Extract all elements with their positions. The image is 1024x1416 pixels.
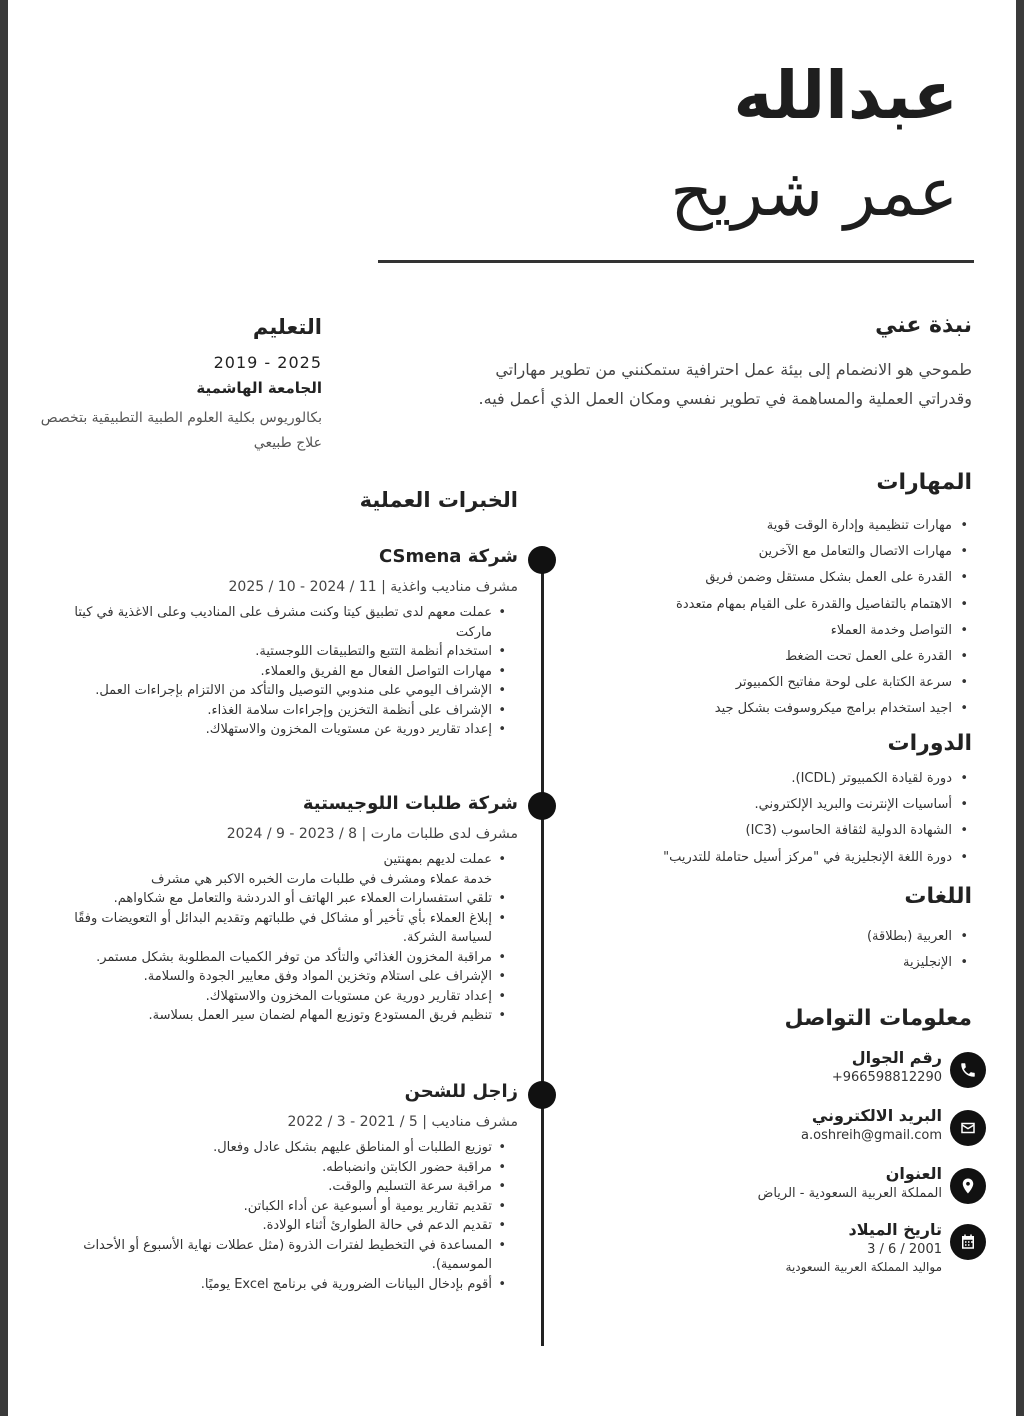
job-duties: [48, 1138, 518, 1294]
list-item: خدمة عملاء ومشرف في طلبات مارت الخبره الاكبر هي مشرف: [151, 871, 492, 887]
education-heading: التعليم: [252, 315, 322, 339]
list-item: • دورة اللغة الإنجليزية في "مركز أسيل حتاملة للتدريب": [452, 845, 952, 871]
job-company: زاجل للشحن: [404, 1081, 518, 1102]
list-item: • إعداد تقارير دورية عن مستويات المخزون والاستهلاك.: [48, 720, 492, 740]
experience-heading: الخبرات العملية: [359, 488, 518, 512]
list-item: • تنظيم فريق المستودع وتوزيع المهام لضمان سير العمل بسلاسة.: [48, 1006, 492, 1026]
list-item: • استخدام أنظمة التتبع والتطبيقات اللوجستية.: [48, 642, 492, 662]
list-item: • الإشراف على أنظمة التخزين وإجراءات سلامة الغذاء.: [48, 701, 492, 721]
courses-list: [452, 766, 972, 871]
birth-date: 3 / 6 / 2001: [867, 1242, 942, 1257]
list-item: • الإشراف اليومي على مندوبي التوصيل والتأكد من الالتزام بإجراءات العمل.: [48, 681, 492, 701]
first-name: عبدالله: [733, 57, 958, 134]
list-item: • مهارات التواصل الفعال مع الفريق والعملاء.: [48, 662, 492, 682]
contact-phone: [726, 1048, 986, 1104]
email-value[interactable]: a.oshreih@gmail.com: [801, 1128, 942, 1143]
contact-address: [726, 1164, 986, 1220]
list-item: • أقوم بإدخال البيانات الضرورية في برنامج Excel يوميًا.: [48, 1275, 492, 1295]
list-item: • تقديم تقارير يومية أو أسبوعية عن أداء الكباتن.: [48, 1197, 492, 1217]
list-item: • الاهتمام بالتفاصيل والقدرة على القيام بمهام متعددة: [452, 592, 952, 618]
job-subtitle: مشرف مناديب واغذية | 11 / 2024 - 10 / 2025: [228, 579, 518, 595]
job-subtitle: مشرف مناديب | 5 / 2021 - 3 / 2022: [287, 1114, 518, 1130]
phone-icon: [950, 1052, 986, 1088]
header-divider: [378, 260, 974, 263]
list-item: • توزيع الطلبات أو المناطق عليهم بشكل عادل وفعال.: [48, 1138, 492, 1158]
job-duties: [48, 850, 518, 1026]
contact-email: [726, 1106, 986, 1162]
list-item: • عملت معهم لدى تطبيق كيتا وكنت مشرف على المناديب وعلى الاغذية في كيتا ماركت: [48, 603, 492, 642]
phone-value[interactable]: +966598812290: [831, 1070, 942, 1085]
calendar-icon: [950, 1224, 986, 1260]
email-label: البريد الالكتروني: [811, 1106, 942, 1125]
list-item: • مراقبة سرعة التسليم والوقت.: [48, 1177, 492, 1197]
list-item: • مهارات تنظيمية وإدارة الوقت قوية: [452, 513, 952, 539]
list-item: • مراقبة حضور الكابتن وانضباطه.: [48, 1158, 492, 1178]
resume-page: [8, 0, 1016, 1416]
timeline-dot: [528, 792, 556, 820]
skills-heading: المهارات: [876, 470, 972, 495]
list-item: • اجيد استخدام برامج ميكروسوفت بشكل جيد: [452, 696, 952, 722]
list-item: • أساسيات الإنترنت والبريد الإلكتروني.: [452, 792, 952, 818]
timeline-dot: [528, 1081, 556, 1109]
list-item: • إعداد تقارير دورية عن مستويات المخزون والاستهلاك.: [48, 987, 492, 1007]
last-name: عمر شريح: [670, 154, 958, 231]
list-item: • القدرة على العمل بشكل مستقل وضمن فريق: [452, 565, 952, 591]
job-entry: [48, 1081, 518, 1294]
list-item: • الشهادة الدولية لثقافة الحاسوب (IC3): [452, 818, 952, 844]
birth-label: تاريخ الميلاد: [848, 1220, 942, 1239]
job-company: شركة CSmena: [379, 546, 518, 567]
email-icon: [950, 1110, 986, 1146]
list-item: • العربية (بطلاقة): [452, 924, 952, 950]
education-university: الجامعة الهاشمية: [196, 379, 322, 397]
contact-birth: [726, 1220, 986, 1280]
list-item: • مهارات الاتصال والتعامل مع الآخرين: [452, 539, 952, 565]
education-years: 2019 - 2025: [213, 353, 322, 372]
education-degree: بكالوريوس بكلية العلوم الطبية التطبيقية بتخصص علاج طبيعي: [40, 410, 322, 451]
list-item: • تلقي استفسارات العملاء عبر الهاتف أو الدردشة والتعامل مع شكاواهم.: [48, 889, 492, 909]
skills-list: [452, 513, 972, 723]
phone-label: رقم الجوال: [851, 1048, 942, 1067]
contact-heading: معلومات التواصل: [784, 1006, 972, 1031]
languages-list: [452, 924, 972, 976]
birth-place: مواليد المملكة العربية السعودية: [785, 1260, 942, 1274]
job-subtitle: مشرف لدى طلبات مارت | 8 / 2023 - 9 / 2024: [226, 826, 518, 842]
timeline-dot: [528, 546, 556, 574]
list-item: • تقديم الدعم في حالة الطوارئ أثناء الولادة.: [48, 1216, 492, 1236]
timeline-line: [541, 560, 544, 1346]
location-pin-icon: [950, 1168, 986, 1204]
job-company: شركة طلبات اللوجيستية: [302, 793, 518, 814]
about-text: طموحي هو الانضمام إلى بيئة عمل احترافية ستمكنني من تطوير مهاراتي وقدراتي العملية والمساهمة في تطوير نفسي ومكان العمل الذي أعمل فيه.: [478, 360, 972, 408]
list-item: • مراقبة المخزون الغذائي والتأكد من توفر الكميات المطلوبة بشكل مستمر.: [48, 948, 492, 968]
list-item: • دورة لقيادة الكمبيوتر (ICDL).: [452, 766, 952, 792]
about-heading: نبذة عني: [875, 313, 972, 338]
courses-heading: الدورات: [887, 731, 972, 756]
list-item: • إبلاغ العملاء بأي تأخير أو مشاكل في طلباتهم وتقديم البدائل أو التعويضات وفقًا لسياسة الشركة.: [48, 909, 492, 948]
job-entry: [48, 546, 518, 740]
languages-heading: اللغات: [904, 884, 972, 909]
address-label: العنوان: [885, 1164, 942, 1183]
address-value: المملكة العربية السعودية - الرياض: [757, 1186, 942, 1201]
list-item: • الإشراف على استلام وتخزين المواد وفق معايير الجودة والسلامة.: [48, 967, 492, 987]
list-item: • القدرة على العمل تحت الضغط: [452, 644, 952, 670]
list-item: • الإنجليزية: [452, 950, 952, 976]
job-duties: [48, 603, 518, 740]
list-item: • سرعة الكتابة على لوحة مفاتيح الكمبيوتر: [452, 670, 952, 696]
list-item: • المساعدة في التخطيط لفترات الذروة (مثل عطلات نهاية الأسبوع أو الأحداث الموسمية).: [48, 1236, 492, 1275]
list-item: • التواصل وخدمة العملاء: [452, 618, 952, 644]
job-entry: [48, 793, 518, 1026]
list-item: • عملت لديهم بمهنتين: [48, 850, 492, 870]
